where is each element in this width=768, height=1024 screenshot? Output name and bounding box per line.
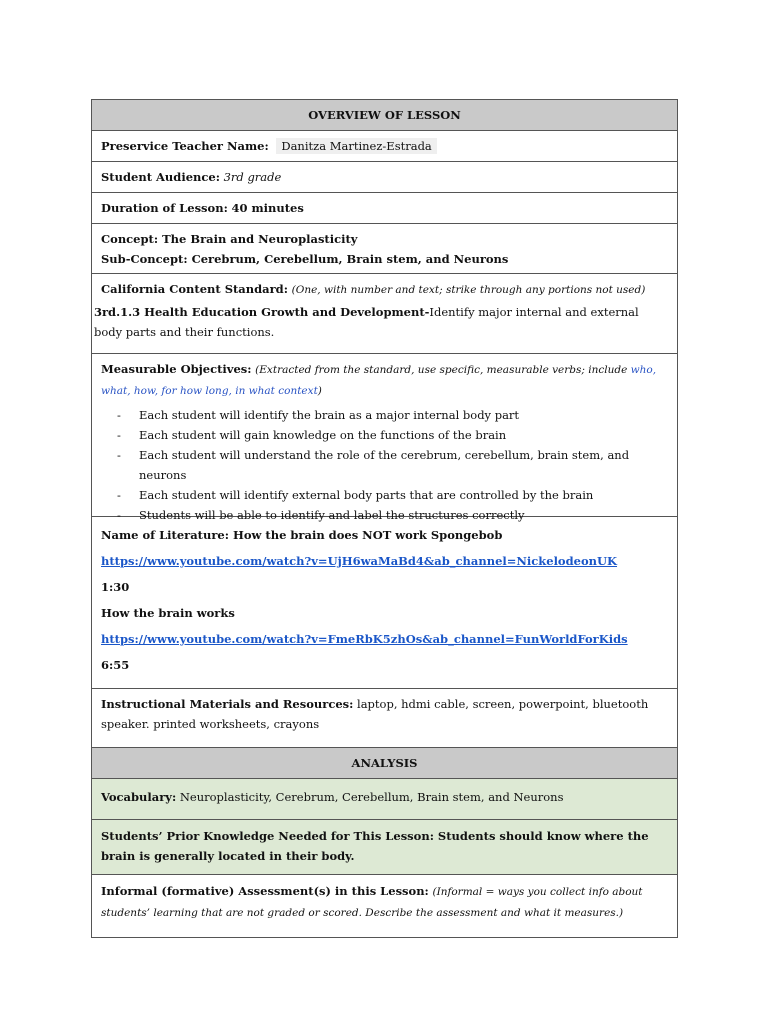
prior-knowledge-row: Students’ Prior Knowledge Needed for This Lesson: Students should know where the brain is generally located in their body. [92, 820, 677, 875]
objectives-note-highlight: who, what, how, for how long, in what context [101, 364, 657, 397]
teacher-name[interactable]: Danitza Martinez-Estrada [276, 138, 436, 154]
duration-value: 40 minutes [231, 201, 304, 215]
vocabulary-row [92, 779, 677, 820]
list-item: - Each student will understand the role of the cerebrum, cerebellum, brain stem, and neurons [117, 445, 668, 485]
objectives-label: Measurable Objectives: [101, 362, 252, 376]
overview-header: OVERVIEW OF LESSON [92, 100, 677, 131]
audience-value: 3rd grade [223, 170, 282, 184]
video-link-2[interactable]: https://www.youtube.com/watch?v=FmeRbK5zhOs&ab_channel=FunWorldForKids [101, 632, 628, 646]
vocabulary-label: Vocabulary: [101, 790, 177, 804]
literature-row [92, 517, 677, 689]
objectives-note-end: ) [317, 385, 322, 397]
assessment-note: (Informal = ways you collect info about students’ learning that are not graded or scored. Describe the assessment and what it measures.) [101, 886, 643, 919]
concept-line: Concept: The Brain and Neuroplasticity [101, 232, 358, 246]
teacher-label: Preservice Teacher Name: [101, 139, 269, 153]
list-item: - Students will be able to identify and label the structures correctly [117, 505, 668, 525]
objectives-list [101, 405, 668, 525]
assessment-label: Informal (formative) Assessment(s) in this Lesson: [101, 884, 429, 898]
video-duration-1: 1:30 [101, 580, 130, 594]
video-link-1[interactable]: https://www.youtube.com/watch?v=UjH6waMaBd4&ab_channel=NickelodeonUK [101, 554, 618, 568]
subconcept-line: Sub-Concept: Cerebrum, Cerebellum, Brain stem, and Neurons [101, 252, 509, 266]
duration-label: Duration of Lesson: [101, 201, 228, 215]
audience-label: Student Audience: [101, 170, 220, 184]
standard-description: Identify major internal and external body parts and their functions. [94, 305, 639, 339]
materials-value: laptop, hdmi cable, screen, powerpoint, bluetooth speaker. printed worksheets, crayons [101, 697, 649, 731]
vocabulary-value: Neuroplasticity, Cerebrum, Cerebellum, Brain stem, and Neurons [179, 790, 564, 804]
assessment-row [92, 875, 677, 938]
literature-title-2: How the brain works [101, 606, 235, 620]
standard-label: California Content Standard: [101, 282, 288, 296]
standard-code: 3rd.1.3 Health Education Growth and Development- [94, 305, 430, 319]
video-duration-2: 6:55 [101, 658, 130, 672]
objectives-row [92, 354, 677, 522]
list-item: - Each student will identify the brain as a major internal body part [117, 405, 668, 425]
materials-row [92, 689, 677, 748]
literature-title-1: Name of Literature: How the brain does NOT work Spongebob [101, 528, 503, 542]
materials-label: Instructional Materials and Resources: [101, 697, 354, 711]
standard-text [94, 302, 668, 342]
concept-row [92, 224, 677, 274]
list-item: - Each student will identify external body parts that are controlled by the brain [117, 485, 668, 505]
standard-note: (One, with number and text; strike through any portions not used) [291, 284, 646, 296]
lesson-plan-table [91, 99, 678, 938]
objectives-note: (Extracted from the standard, use specific, measurable verbs; include [255, 364, 631, 376]
duration-row [92, 193, 677, 224]
standard-row [92, 274, 677, 354]
list-item: - Each student will gain knowledge on the functions of the brain [117, 425, 668, 445]
analysis-header: ANALYSIS [92, 748, 677, 779]
audience-row [92, 162, 677, 193]
teacher-row [92, 131, 677, 162]
